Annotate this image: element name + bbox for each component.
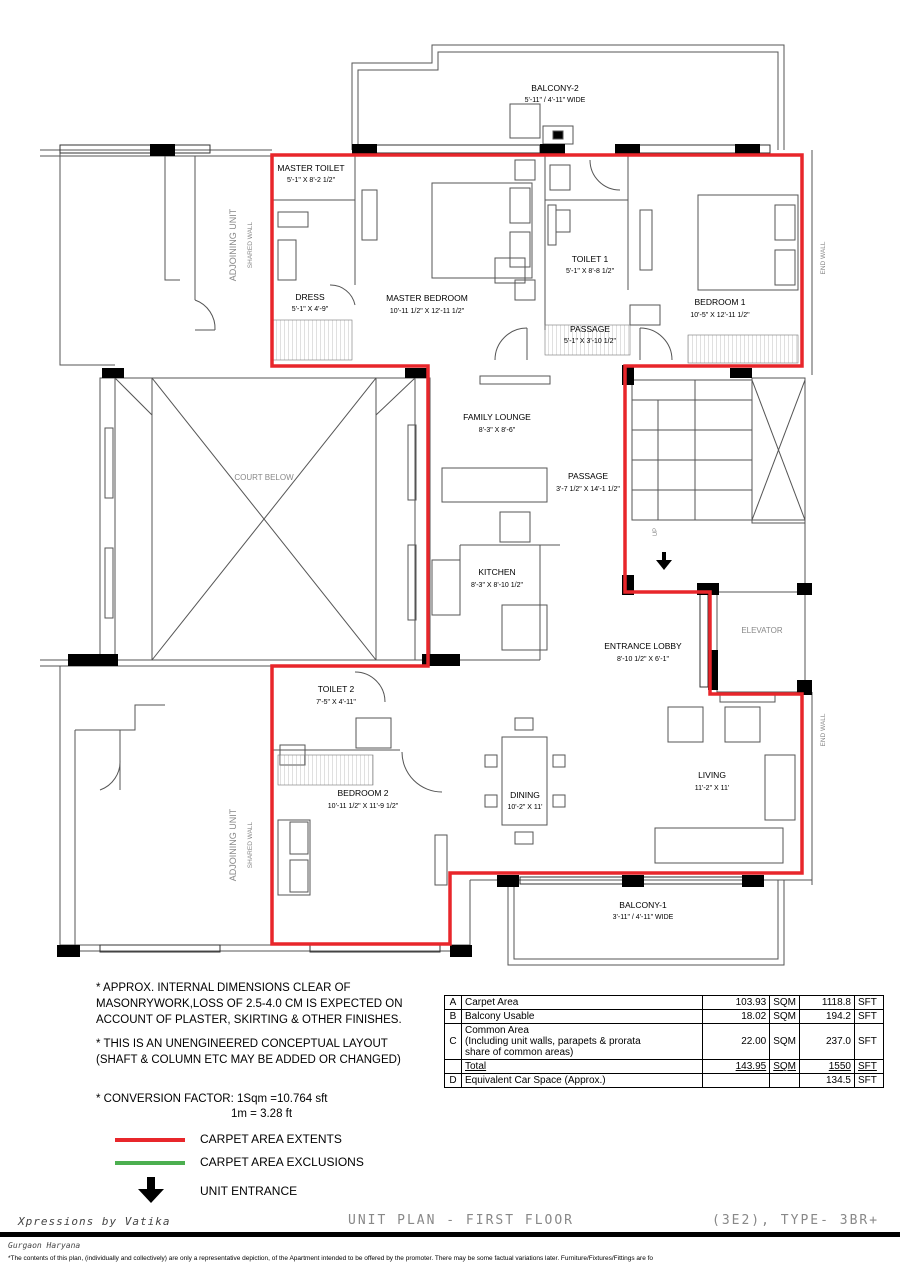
footer-divider (0, 1232, 900, 1237)
table-row: D Equivalent Car Space (Approx.) 134.5 SFT (445, 1074, 884, 1088)
dining-name: DINING (510, 790, 540, 800)
green-line-icon (115, 1161, 185, 1165)
master-bedroom-dim: 10'-11 1/2" X 12'-11 1/2" (389, 308, 465, 315)
notes (96, 980, 416, 1076)
red-line-icon (115, 1138, 185, 1142)
legend-carpet-extents-label: CARPET AREA EXTENTS (200, 1132, 342, 1146)
toilet2-name: TOILET 2 (317, 684, 355, 694)
family-lounge-name: FAMILY LOUNGE (463, 412, 531, 422)
toilet1-dim: 5'-1" X 8'-8 1/2" (565, 268, 615, 275)
passage1-name: PASSAGE (570, 324, 610, 334)
carpet-area-outline (272, 155, 802, 944)
disclaimer: *The contents of this plan, (individually and collectively) are only a representative depiction, of the Apartment intended to be offered by the promoter. There may be some factual variations later. Furniture/Fixtures/Fittings are fo (8, 1255, 654, 1262)
table-row: A Carpet Area 103.93 SQM 1118.8 SFT (445, 996, 884, 1010)
adjoining-unit-top-label: ADJOINING UNIT (228, 208, 238, 282)
bedroom2-name: BEDROOM 2 (337, 788, 389, 798)
balcony1-dim: 3'-11" / 4'-11" WIDE (612, 914, 674, 921)
balcony2-dim: 5'-11" / 4'-11" WIDE (524, 97, 586, 104)
shared-wall-bottom-label: SHARED WALL (247, 821, 254, 869)
table-row: B Balcony Usable 18.02 SQM 194.2 SFT (445, 1010, 884, 1024)
toilet2-dim: 7'-5" X 4'-11" (316, 699, 356, 706)
legend-carpet-exclusions-label: CARPET AREA EXCLUSIONS (200, 1155, 364, 1169)
master-toilet-dim: 5'-1" X 8'-2 1/2" (286, 177, 336, 184)
conversion-line2: 1m = 3.28 ft (231, 1108, 293, 1120)
entrance-lobby-name: ENTRANCE LOBBY (604, 641, 682, 651)
note-dimensions: * APPROX. INTERNAL DIMENSIONS CLEAR OF MASONRYWORK,LOSS OF 2.5-4.0 CM IS EXPECTED ON ACCOUNT OF PLASTER, SKIRTING & OTHER FINISHES. (96, 982, 403, 1026)
bedroom1-dim: 10'-5" X 12'-11 1/2" (690, 312, 750, 319)
kitchen-name: KITCHEN (478, 567, 516, 577)
unit-entrance-arrow-icon (656, 552, 672, 570)
entrance-lobby-dim: 8'-10 1/2" X 6'-1" (616, 656, 670, 663)
court-below-label: COURT BELOW (234, 473, 294, 482)
end-wall-bottom-label: END WALL (820, 713, 827, 747)
table-row: C Common Area (Including unit walls, parapets & prorata share of common areas) 22.00 SQM 237.0 SFT (445, 1024, 884, 1060)
dress-name: DRESS (295, 292, 325, 302)
balcony1-name: BALCONY-1 (619, 900, 667, 910)
balcony2-name: BALCONY-2 (531, 83, 579, 93)
unit-type: (3E2), TYPE- 3BR+ (712, 1213, 880, 1228)
dress-dim: 5'-1" X 4'-9" (291, 306, 329, 313)
location: Gurgaon Haryana (8, 1241, 81, 1250)
elevator-label: ELEVATOR (741, 626, 783, 635)
table-row: Total 143.95 SQM 1550 SFT (445, 1060, 884, 1074)
area-table (444, 995, 884, 1088)
end-wall-top-label: END WALL (820, 241, 827, 275)
passage1-dim: 5'-1" X 3'-10 1/2" (563, 338, 617, 345)
master-bedroom-name: MASTER BEDROOM (386, 293, 468, 303)
note-layout: * THIS IS AN UNENGINEERED CONCEPTUAL LAYOUT (SHAFT & COLUMN ETC MAY BE ADDED OR CHANGED) (96, 1038, 401, 1066)
shared-wall-top-label: SHARED WALL (247, 221, 254, 269)
living-name: LIVING (698, 770, 726, 780)
bedroom2-dim: 10'-11 1/2" X 11'-9 1/2" (327, 803, 399, 810)
kitchen-dim: 8'-3" X 8'-10 1/2" (470, 582, 524, 589)
passage2-dim: 3'-7 1/2" X 14'-1 1/2" (556, 486, 620, 493)
living-dim: 11'-2" X 11' (694, 785, 730, 792)
passage2-name: PASSAGE (568, 471, 608, 481)
brand-name: Xpressions by Vatika (18, 1215, 171, 1228)
conversion-line1: * CONVERSION FACTOR: 1Sqm =10.764 sft (96, 1093, 328, 1105)
down-arrow-icon (137, 1176, 165, 1204)
legend-unit-entrance-label: UNIT ENTRANCE (200, 1184, 298, 1198)
conversion-factor (96, 1092, 327, 1122)
plan-title: UNIT PLAN - FIRST FLOOR (348, 1213, 575, 1228)
stair-up-label: UP (653, 527, 659, 537)
bedroom1-name: BEDROOM 1 (694, 297, 746, 307)
adjoining-unit-bottom-label: ADJOINING UNIT (228, 808, 238, 882)
master-toilet-name: MASTER TOILET (277, 163, 345, 173)
dining-dim: 10'-2" X 11' (507, 804, 543, 811)
family-lounge-dim: 8'-3" X 8'-6" (478, 427, 516, 434)
toilet1-name: TOILET 1 (571, 254, 609, 264)
